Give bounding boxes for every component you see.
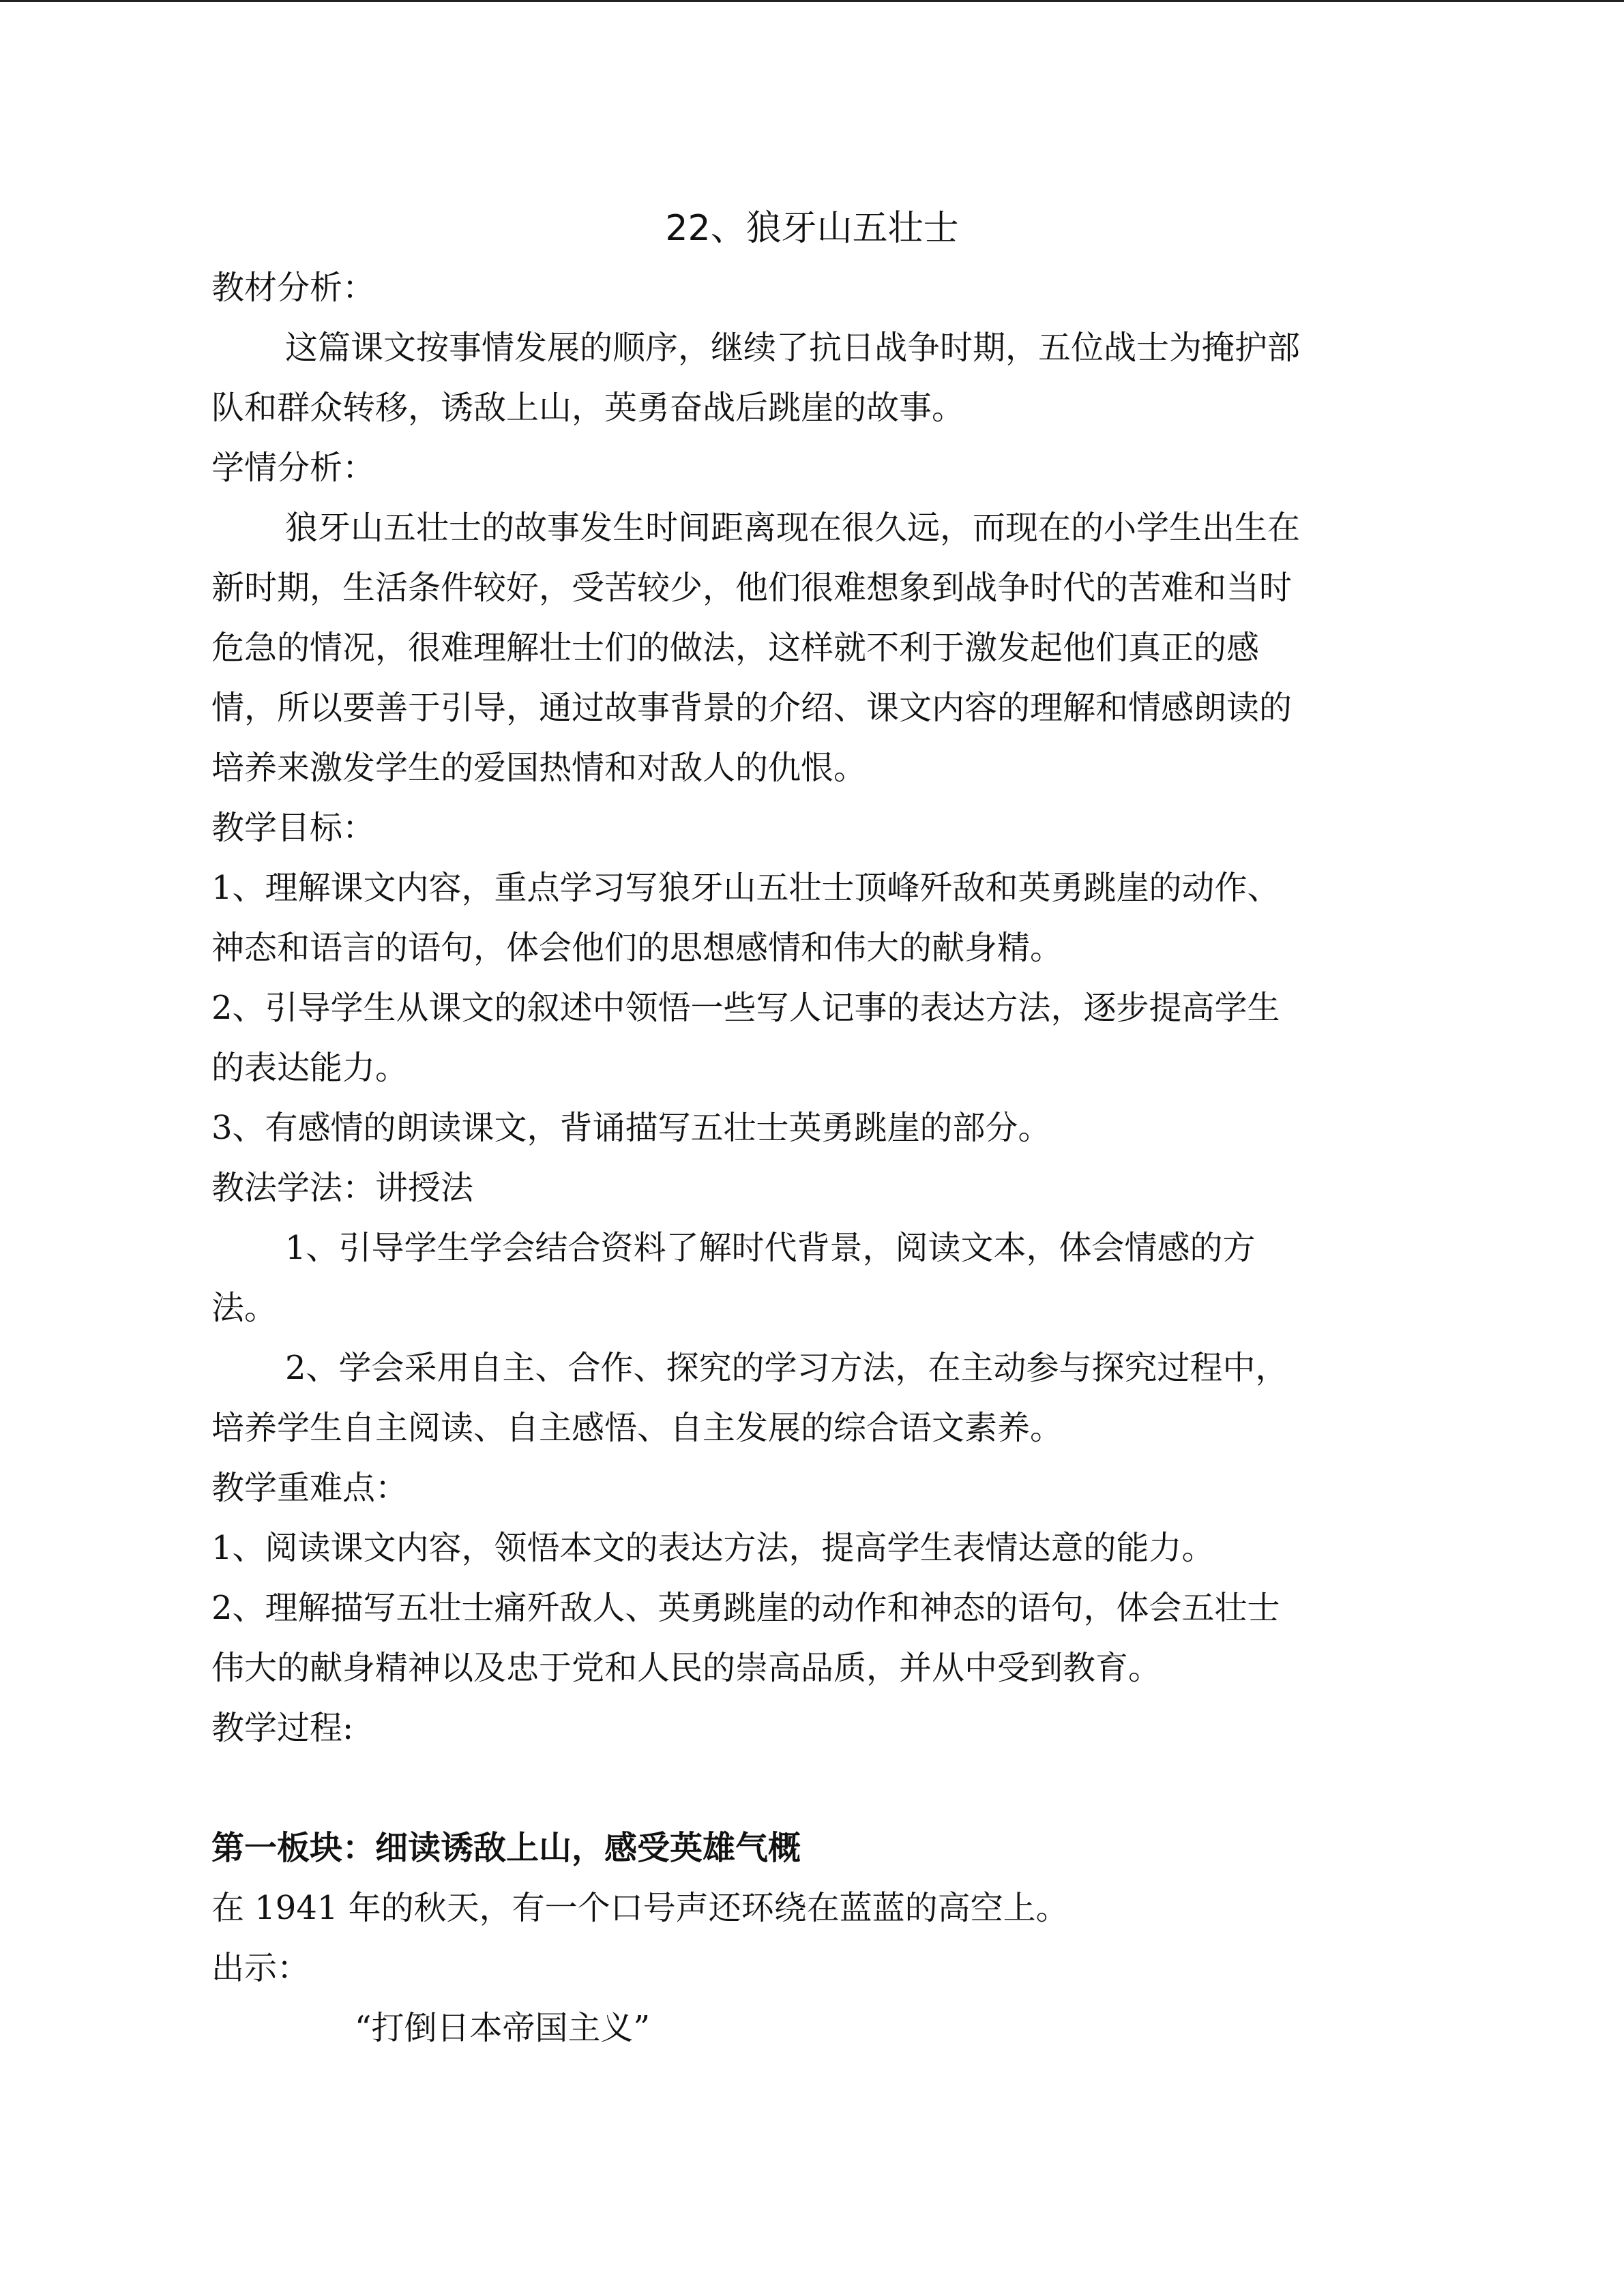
blank-line [211, 1758, 1473, 1818]
section-heading-key-points: 教学重难点： [211, 1469, 409, 1507]
block-one-line: 在 1941 年的秋天，有一个口号声还环绕在蓝蓝的高空上。 [211, 1889, 1069, 1927]
goal-line: 神态和语言的语句，体会他们的思想感情和伟大的献身精。 [211, 929, 1063, 967]
goal-line: 1、理解课文内容，重点学习写狼牙山五壮士顶峰歼敌和英勇跳崖的动作、 [211, 869, 1280, 907]
section-heading-goals: 教学目标： [211, 809, 376, 847]
method-line: 1、引导学生学会结合资料了解时代背景，阅读文本，体会情感的方 [285, 1229, 1256, 1267]
paragraph-line: 队和群众转移，诱敌上山，英勇奋战后跳崖的故事。 [211, 389, 965, 427]
section-heading-student: 学情分析： [211, 449, 376, 487]
document-body [211, 258, 1473, 2058]
key-point-line: 伟大的献身精神以及忠于党和人民的崇高品质，并从中受到教育。 [211, 1649, 1162, 1687]
key-point-line: 2、理解描写五壮士痛歼敌人、英勇跳崖的动作和神态的语句，体会五壮士 [211, 1589, 1280, 1627]
section-heading-method: 教法学法：讲授法 [211, 1169, 474, 1207]
slogan-quote: “打倒日本帝国主义” [355, 2009, 651, 2047]
goal-line: 的表达能力。 [211, 1049, 409, 1087]
top-border-line [0, 0, 1624, 2]
page-title: 22、狼牙山五壮士 [665, 208, 959, 249]
method-line: 法。 [211, 1289, 278, 1327]
section-heading-material: 教材分析： [211, 269, 376, 307]
block-one-line: 出示： [211, 1949, 310, 1987]
key-point-line: 1、阅读课文内容，领悟本文的表达方法，提高学生表情达意的能力。 [211, 1529, 1215, 1567]
paragraph-line: 新时期，生活条件较好，受苦较少，他们很难想象到战争时代的苦难和当时 [211, 569, 1293, 607]
paragraph-line: 培养来激发学生的爱国热情和对敌人的仇恨。 [211, 749, 867, 787]
paragraph-line: 这篇课文按事情发展的顺序，继续了抗日战争时期，五位战士为掩护部 [285, 329, 1301, 367]
paragraph-line: 情，所以要善于引导，通过故事背景的介绍、课文内容的理解和情感朗读的 [211, 689, 1293, 727]
section-heading-process: 教学过程: [211, 1709, 354, 1747]
method-line: 2、学会采用自主、合作、探究的学习方法，在主动参与探究过程中， [285, 1349, 1288, 1387]
block-one-title: 第一板块：细读诱敌上山，感受英雄气概 [211, 1829, 801, 1867]
paragraph-line: 狼牙山五壮士的故事发生时间距离现在很久远，而现在的小学生出生在 [285, 509, 1301, 547]
method-line: 培养学生自主阅读、自主感悟、自主发展的综合语文素养。 [211, 1409, 1063, 1447]
paragraph-line: 危急的情况，很难理解壮士们的做法，这样就不利于激发起他们真正的感 [211, 629, 1260, 667]
goal-line: 2、引导学生从课文的叙述中领悟一些写人记事的表达方法，逐步提高学生 [211, 989, 1280, 1027]
goal-line: 3、有感情的朗读课文，背诵描写五壮士英勇跳崖的部分。 [211, 1109, 1051, 1147]
